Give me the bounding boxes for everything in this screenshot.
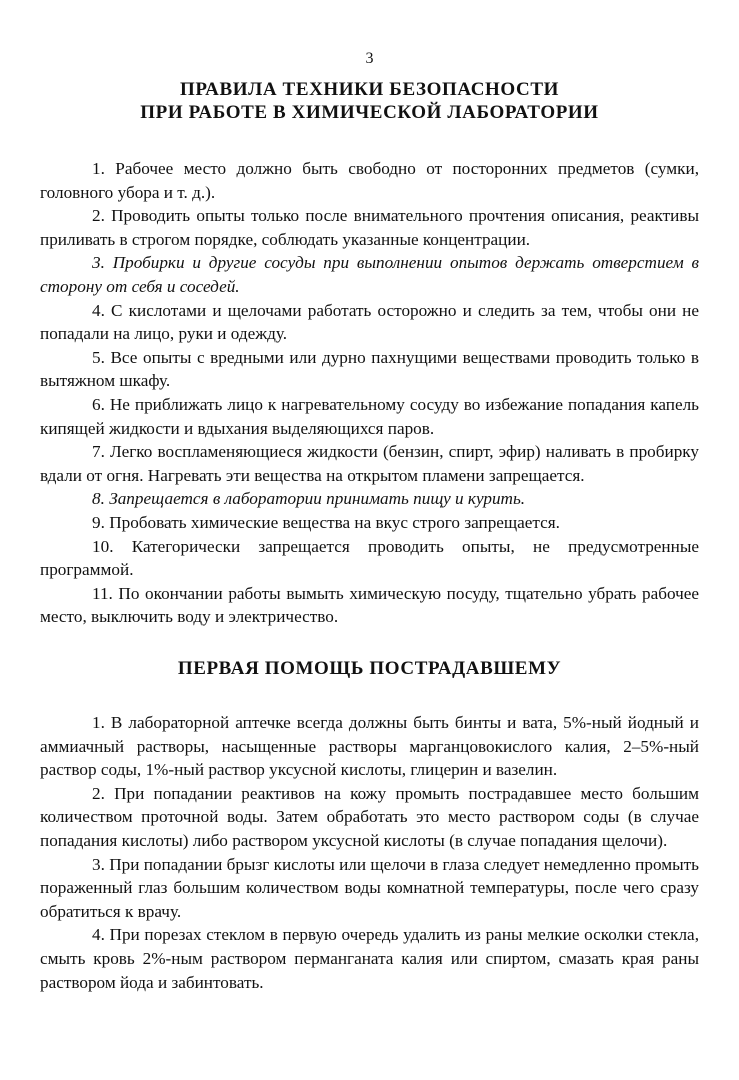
rule-item-7: 7. Легко воспламеняющиеся жидкости (бензин, спирт, эфир) наливать в пробирку вдали от огня. Нагревать эти вещества на открытом пламени запрещается. xyxy=(40,442,699,485)
first-aid-item-2: 2. При попадании реактивов на кожу промыть пострадавшее место большим количеством проточной воды. Затем обработать это место раствором соды (в случае попадания кислоты) либо раствором уксусной кислоты (в случае попадания щелочи). xyxy=(40,783,699,850)
rule-item-1: 1. Рабочее место должно быть свободно от посторонних предметов (сумки, головного убора и т. д.). xyxy=(40,159,699,202)
rule-item-4: 4. С кислотами и щелочами работать осторожно и следить за тем, чтобы они не попадали на лицо, руки и одежду. xyxy=(40,300,699,344)
safety-rules-list xyxy=(40,157,699,629)
rule-item-3: 3. Пробирки и другие сосуды при выполнении опытов держать отверстием в сторону от себя и соседей. xyxy=(40,253,699,296)
page-number: 3 xyxy=(365,50,374,67)
rule-item-10: 10. Категорически запрещается проводить опыты, не предусмотренные программой. xyxy=(40,536,699,580)
first-aid-item-3: 3. При попадании брызг кислоты или щелочи в глаза следует немедленно промыть пораженный глаз большим количеством воды комнатной температуры, после чего сразу обратиться к врачу. xyxy=(40,854,699,921)
rule-item-9: 9. Пробовать химические вещества на вкус строго запрещается. xyxy=(92,512,560,532)
section-1-title-line-2: ПРИ РАБОТЕ В ХИМИЧЕСКОЙ ЛАБОРАТОРИИ xyxy=(140,102,599,123)
first-aid-item-4: 4. При порезах стеклом в первую очередь удалить из раны мелкие осколки стекла, смыть кровь 2%-ным раствором перманганата калия или спиртом, смазать края раны раствором йода и забинтовать. xyxy=(40,925,699,992)
rule-item-11: 11. По окончании работы вымыть химическую посуду, тщательно убрать рабочее место, выключить воду и электричество. xyxy=(40,583,699,627)
rule-item-5: 5. Все опыты с вредными или дурно пахнущими веществами проводить только в вытяжном шкафу. xyxy=(40,347,699,391)
rule-item-6: 6. Не приближать лицо к нагревательному сосуду во избежание попадания капель кипящей жидкости и вдыхания выделяющихся паров. xyxy=(40,394,699,438)
first-aid-item-1: 1. В лабораторной аптечке всегда должны быть бинты и вата, 5%-ный йодный и аммиачный растворы, насыщенные растворы марганцовокислого калия, 2–5%-ный раствор соды, 1%-ный раствор уксусной кислоты, глицерин и вазелин. xyxy=(40,713,699,780)
first-aid-list xyxy=(40,711,699,994)
rule-item-8: 8. Запрещается в лаборатории принимать пищу и курить. xyxy=(92,489,526,509)
section-2-title: ПЕРВАЯ ПОМОЩЬ ПОСТРАДАВШЕМУ xyxy=(177,658,562,679)
rule-item-2: 2. Проводить опыты только после внимательного прочтения описания, реактивы приливать в строгом порядке, соблюдать указанные концентрации. xyxy=(40,206,699,249)
section-1-title-line-1: ПРАВИЛА ТЕХНИКИ БЕЗОПАСНОСТИ xyxy=(180,79,559,100)
